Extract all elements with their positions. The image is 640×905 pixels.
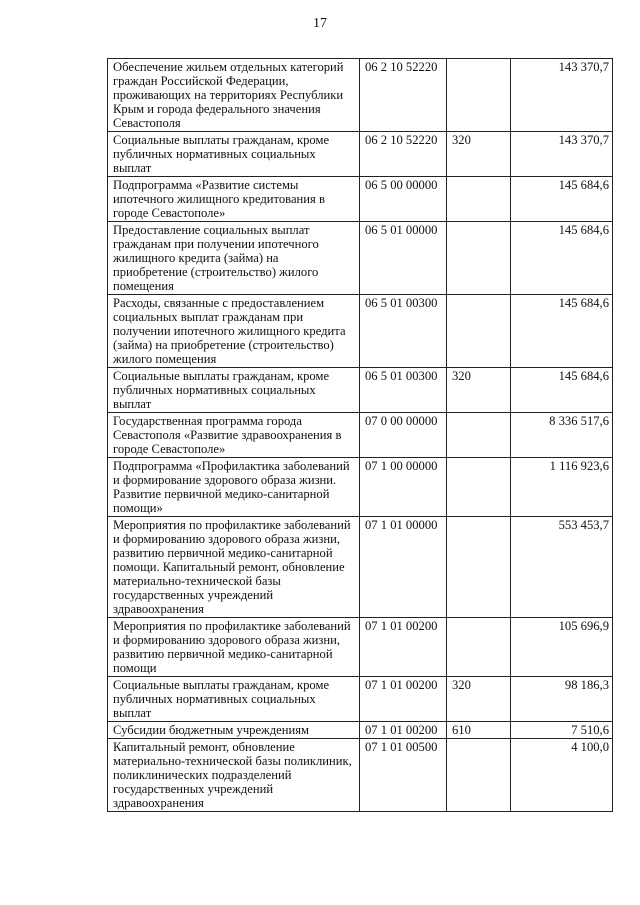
row-code-cell: 07 0 00 00000	[360, 413, 447, 458]
row-code-cell: 06 5 01 00300	[360, 295, 447, 368]
row-code-cell: 06 5 01 00000	[360, 222, 447, 295]
row-expense-type-cell	[447, 177, 511, 222]
row-expense-type-cell: 610	[447, 722, 511, 739]
row-expense-type-cell: 320	[447, 132, 511, 177]
row-name-cell: Мероприятия по профилактике заболеваний и формированию здорового образа жизни, развитию первичной медико-санитарной помощи. Капитальный ремонт, обновление материально-технической базы государственных учреждений здравоохранения	[108, 517, 360, 618]
row-amount-cell: 8 336 517,6	[511, 413, 613, 458]
row-name-cell: Мероприятия по профилактике заболеваний и формированию здорового образа жизни, развитию первичной медико-санитарной помощи	[108, 618, 360, 677]
row-name-cell: Подпрограмма «Развитие системы ипотечного жилищного кредитования в городе Севастополе»	[108, 177, 360, 222]
row-amount-cell: 143 370,7	[511, 59, 613, 132]
table-row	[108, 59, 613, 132]
row-expense-type-cell	[447, 458, 511, 517]
row-expense-type-cell	[447, 618, 511, 677]
row-code-cell: 07 1 01 00000	[360, 517, 447, 618]
row-expense-type-cell: 320	[447, 368, 511, 413]
row-amount-cell: 145 684,6	[511, 222, 613, 295]
table-row	[108, 722, 613, 739]
table-row	[108, 132, 613, 177]
row-amount-cell: 98 186,3	[511, 677, 613, 722]
row-code-cell: 06 2 10 52220	[360, 59, 447, 132]
page-number: 17	[313, 16, 327, 31]
row-code-cell: 07 1 01 00200	[360, 618, 447, 677]
row-expense-type-cell: 320	[447, 677, 511, 722]
table-row	[108, 458, 613, 517]
row-amount-cell: 4 100,0	[511, 739, 613, 812]
row-expense-type-cell	[447, 413, 511, 458]
table-row	[108, 222, 613, 295]
row-amount-cell: 145 684,6	[511, 177, 613, 222]
row-name-cell: Субсидии бюджетным учреждениям	[108, 722, 360, 739]
row-name-cell: Государственная программа города Севастополя «Развитие здравоохранения в городе Севастополе»	[108, 413, 360, 458]
row-amount-cell: 1 116 923,6	[511, 458, 613, 517]
row-expense-type-cell	[447, 739, 511, 812]
row-amount-cell: 553 453,7	[511, 517, 613, 618]
row-expense-type-cell	[447, 222, 511, 295]
row-code-cell: 07 1 00 00000	[360, 458, 447, 517]
row-amount-cell: 145 684,6	[511, 295, 613, 368]
table-row	[108, 368, 613, 413]
row-expense-type-cell	[447, 295, 511, 368]
row-name-cell: Предоставление социальных выплат гражданам при получении ипотечного жилищного кредита (займа) на приобретение (строительство) жилого помещения	[108, 222, 360, 295]
row-amount-cell: 143 370,7	[511, 132, 613, 177]
table-row	[108, 677, 613, 722]
table-row	[108, 295, 613, 368]
row-amount-cell: 105 696,9	[511, 618, 613, 677]
row-amount-cell: 145 684,6	[511, 368, 613, 413]
table-row	[108, 739, 613, 812]
row-name-cell: Социальные выплаты гражданам, кроме публичных нормативных социальных выплат	[108, 132, 360, 177]
row-name-cell: Социальные выплаты гражданам, кроме публичных нормативных социальных выплат	[108, 677, 360, 722]
budget-table	[107, 58, 613, 812]
row-expense-type-cell	[447, 59, 511, 132]
table-row	[108, 413, 613, 458]
row-code-cell: 07 1 01 00200	[360, 722, 447, 739]
table-row	[108, 618, 613, 677]
row-code-cell: 06 5 00 00000	[360, 177, 447, 222]
row-code-cell: 06 5 01 00300	[360, 368, 447, 413]
row-code-cell: 07 1 01 00500	[360, 739, 447, 812]
table-row	[108, 517, 613, 618]
row-name-cell: Подпрограмма «Профилактика заболеваний и формирование здорового образа жизни. Развитие первичной медико-санитарной помощи»	[108, 458, 360, 517]
row-expense-type-cell	[447, 517, 511, 618]
row-name-cell: Расходы, связанные с предоставлением социальных выплат гражданам при получении ипотечного жилищного кредита (займа) на приобретение (строительство) жилого помещения	[108, 295, 360, 368]
row-amount-cell: 7 510,6	[511, 722, 613, 739]
row-name-cell: Социальные выплаты гражданам, кроме публичных нормативных социальных выплат	[108, 368, 360, 413]
row-code-cell: 06 2 10 52220	[360, 132, 447, 177]
table-row	[108, 177, 613, 222]
row-name-cell: Капитальный ремонт, обновление материально-технической базы поликлиник, поликлинических подразделений государственных учреждений здравоохранения	[108, 739, 360, 812]
row-name-cell: Обеспечение жильем отдельных категорий граждан Российской Федерации, проживающих на территориях Республики Крым и города федерального значения Севастополя	[108, 59, 360, 132]
row-code-cell: 07 1 01 00200	[360, 677, 447, 722]
